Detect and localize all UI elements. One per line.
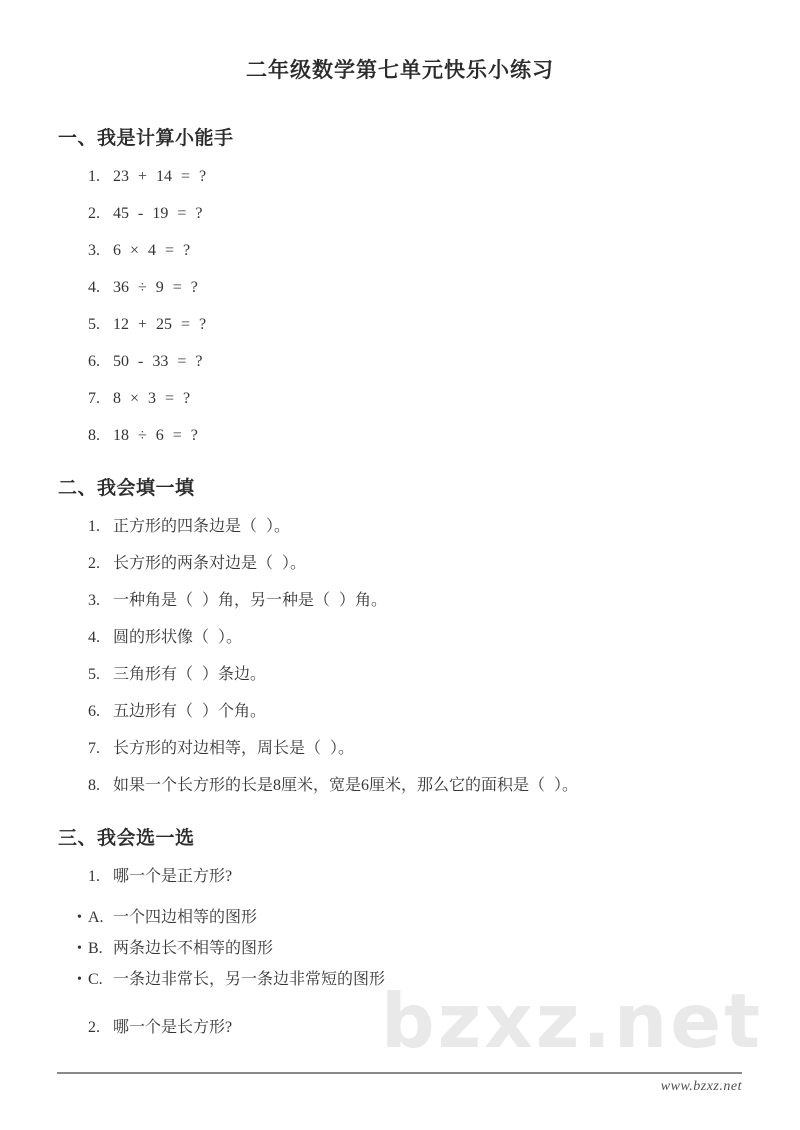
question-number: 6. <box>88 703 100 720</box>
question-number: 1. <box>88 518 100 535</box>
question-item <box>88 702 800 722</box>
question-text: 正方形的四条边是（ ）。 <box>113 518 291 535</box>
question-number: 7. <box>88 740 100 757</box>
question-item <box>88 517 800 537</box>
question-text: 长方形的两条对边是（ ）。 <box>113 555 307 572</box>
question-text: 哪一个是长方形? <box>113 1019 233 1036</box>
question-item <box>88 591 800 611</box>
option-label: C. <box>88 971 103 988</box>
question-item <box>88 352 800 372</box>
section-heading: 二、我会填一填 <box>58 478 195 499</box>
question-item <box>88 665 800 685</box>
question-item <box>88 867 800 887</box>
question-number: 8. <box>88 777 100 794</box>
option-label: B. <box>88 940 103 957</box>
question-number: 2. <box>88 555 100 572</box>
question-text: 50 - 33 = ? <box>113 353 203 370</box>
question-text: 三角形有（ ）条边。 <box>113 666 267 683</box>
question-text: 圆的形状像（ ）。 <box>113 629 243 646</box>
question-item <box>88 389 800 409</box>
question-item <box>88 426 800 446</box>
question-text: 如果一个长方形的长是8厘米，宽是6厘米，那么它的面积是（ ）。 <box>113 777 579 794</box>
question-number: 6. <box>88 353 100 370</box>
question-item <box>88 204 800 224</box>
option-text: 一个四边相等的图形 <box>113 909 258 926</box>
question-text: 23 + 14 = ? <box>113 168 207 185</box>
section-heading: 一、我是计算小能手 <box>58 128 234 149</box>
question-number: 1. <box>88 168 100 185</box>
option-item <box>77 908 800 928</box>
question-item <box>88 278 800 298</box>
section <box>0 828 800 1038</box>
question-text: 36 ÷ 9 = ? <box>113 279 198 296</box>
question-number: 4. <box>88 629 100 646</box>
question-number: 4. <box>88 279 100 296</box>
question-text: 五边形有（ ）个角。 <box>113 703 267 720</box>
question-item <box>88 315 800 335</box>
option-text: 一条边非常长，另一条边非常短的图形 <box>113 971 386 988</box>
question-number: 8. <box>88 427 100 444</box>
question-number: 1. <box>88 868 100 885</box>
section-heading: 三、我会选一选 <box>58 828 195 849</box>
question-item <box>88 167 800 187</box>
question-item <box>88 554 800 574</box>
question-number: 5. <box>88 666 100 683</box>
question-number: 3. <box>88 242 100 259</box>
watermark-text: bzxz.net <box>381 977 763 1065</box>
sections <box>0 128 800 1038</box>
bullet-icon: • <box>77 972 82 987</box>
question-text: 长方形的对边相等，周长是（ ）。 <box>113 740 355 757</box>
question-item <box>88 241 800 261</box>
question-text: 哪一个是正方形? <box>113 868 233 885</box>
question-text: 8 × 3 = ? <box>113 390 191 407</box>
question-number: 3. <box>88 592 100 609</box>
footer-divider <box>57 1072 742 1074</box>
footer-url: www.bzxz.net <box>660 1079 742 1094</box>
question-text: 18 ÷ 6 = ? <box>113 427 198 444</box>
page-title: 二年级数学第七单元快乐小练习 <box>246 58 554 82</box>
question-item <box>88 739 800 759</box>
bullet-icon: • <box>77 941 82 956</box>
section <box>0 128 800 446</box>
question-number: 5. <box>88 316 100 333</box>
option-label: A. <box>88 909 104 926</box>
bullet-icon: • <box>77 910 82 925</box>
option-text: 两条边长不相等的图形 <box>113 940 274 957</box>
question-number: 2. <box>88 1019 100 1036</box>
question-number: 7. <box>88 390 100 407</box>
question-text: 45 - 19 = ? <box>113 205 203 222</box>
question-number: 2. <box>88 205 100 222</box>
section <box>0 478 800 796</box>
question-text: 一种角是（ ）角，另一种是（ ）角。 <box>113 592 388 609</box>
question-text: 12 + 25 = ? <box>113 316 207 333</box>
question-item <box>88 628 800 648</box>
option-item <box>77 939 800 959</box>
question-item <box>88 1018 800 1038</box>
question-text: 6 × 4 = ? <box>113 242 191 259</box>
option-item <box>77 970 800 990</box>
question-item <box>88 776 800 796</box>
